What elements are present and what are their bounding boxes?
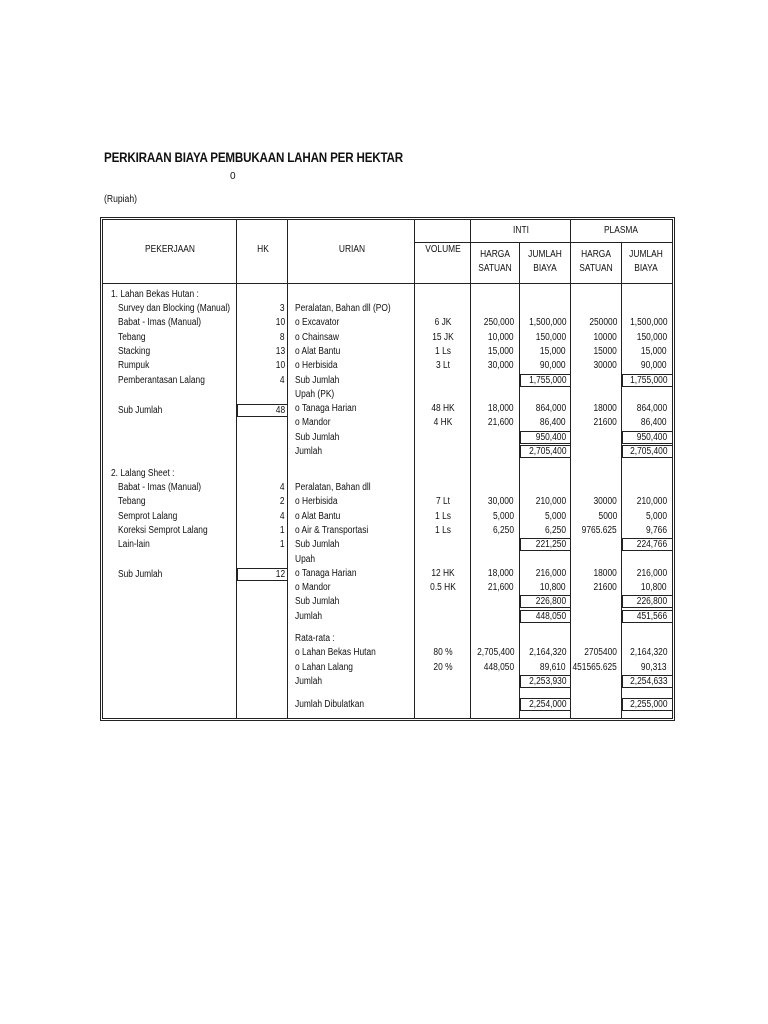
subtotal-box-inti — [520, 431, 571, 444]
task-hk: 4 — [280, 510, 285, 522]
row-plasma-jumlah: 226,800 — [636, 596, 667, 608]
col-divider-hk — [236, 220, 237, 718]
row-plasma-harga: 18000 — [593, 567, 617, 579]
row-volume: 6 JK — [434, 317, 452, 329]
row-plasma-jumlah: 10,800 — [641, 582, 667, 594]
row-plasma-harga: 15000 — [593, 345, 617, 357]
average-plasma-harga: 451565.625 — [572, 661, 617, 673]
average-box-inti — [520, 675, 571, 688]
task-hk: 8 — [280, 331, 285, 343]
row-plasma-harga: 250000 — [588, 317, 617, 329]
title-zero-value: 0 — [230, 171, 236, 182]
row-urian: o Mandor — [295, 417, 331, 429]
row-plasma-harga: 18000 — [593, 403, 617, 415]
row-inti-jumlah: 10,800 — [540, 582, 566, 594]
row-inti-harga: 30,000 — [488, 360, 514, 372]
row-volume: 1 Ls — [435, 510, 451, 522]
row-volume: 12 HK — [431, 567, 455, 579]
task-name: Semprot Lalang — [118, 510, 178, 522]
row-urian: Sub Jumlah — [295, 539, 340, 551]
task-name: Pemberantasan Lalang — [118, 374, 205, 386]
average-inti-jumlah: 2,164,320 — [528, 647, 566, 659]
row-plasma-harga: 30000 — [593, 360, 617, 372]
task-name: Babat - Imas (Manual) — [118, 317, 202, 329]
currency-unit-label: (Rupiah) — [104, 194, 137, 205]
row-plasma-jumlah: 2,705,400 — [629, 446, 667, 457]
average-plasma-harga: 2705400 — [584, 647, 617, 659]
task-name: Babat - Imas (Manual) — [118, 482, 202, 493]
row-plasma-jumlah: 15,000 — [641, 345, 667, 357]
subtotal-box-inti — [520, 538, 571, 551]
task-hk: 3 — [280, 303, 285, 314]
header-plasma-satuan: SATUAN — [579, 263, 613, 274]
row-inti-jumlah: 15,000 — [540, 345, 566, 357]
header-plasma-biaya: BIAYA — [634, 263, 658, 274]
header-hk: HK — [257, 244, 269, 255]
task-name: Rumpuk — [118, 360, 150, 372]
task-hk: 1 — [280, 539, 285, 551]
row-volume: 4 HK — [433, 417, 453, 429]
rounded-inti-jumlah: 2,254,000 — [528, 699, 566, 710]
header-inti-jumlah: JUMLAH — [528, 249, 562, 260]
header-inti: INTI — [513, 225, 529, 236]
section1-heading: 1. Lahan Bekas Hutan : — [111, 289, 199, 300]
row-urian: Jumlah — [295, 446, 323, 457]
task-hk: 2 — [280, 496, 285, 508]
header-plasma: PLASMA — [603, 225, 639, 236]
average-urian: Jumlah — [295, 675, 323, 687]
row-urian: Upah — [295, 553, 316, 565]
row-inti-jumlah: 90,000 — [540, 360, 566, 372]
row-inti-harga: 30,000 — [488, 496, 514, 508]
subtotal-box-plasma — [622, 595, 673, 608]
row-inti-jumlah: 448,050 — [535, 610, 566, 622]
row-plasma-jumlah: 224,766 — [636, 539, 667, 551]
row-inti-jumlah: 5,000 — [544, 510, 566, 522]
row-inti-jumlah: 950,400 — [535, 431, 566, 443]
average-plasma-jumlah: 90,313 — [641, 661, 667, 673]
row-plasma-jumlah: 451,566 — [636, 610, 667, 622]
subtotal-box-plasma — [622, 431, 673, 444]
row-urian: o Mandor — [295, 582, 331, 594]
row-inti-jumlah: 2,705,400 — [528, 446, 566, 457]
task-name: Survey dan Blocking (Manual) — [118, 303, 231, 314]
task-hk: 4 — [280, 374, 285, 386]
subtotal-box-plasma — [622, 445, 673, 458]
row-plasma-jumlah: 1,500,000 — [629, 317, 667, 329]
col-divider-plasma — [570, 220, 571, 718]
row-plasma-jumlah: 864,000 — [636, 403, 667, 415]
row-urian: o Air & Transportasi — [295, 524, 369, 536]
row-inti-harga: 15,000 — [488, 345, 514, 357]
header-plasma-harga: HARGA — [581, 249, 611, 260]
col-divider-urian — [287, 220, 288, 718]
row-inti-jumlah: 86,400 — [540, 417, 566, 429]
row-urian: Jumlah — [295, 610, 323, 622]
row-urian: o Excavator — [295, 317, 340, 329]
task-hk: 4 — [280, 482, 285, 493]
header-inti-harga: HARGA — [480, 249, 510, 260]
col-divider-inti-jumlah — [519, 243, 520, 718]
row-urian: Sub Jumlah — [295, 374, 340, 386]
row-inti-jumlah: 6,250 — [544, 524, 566, 536]
row-urian: Peralatan, Bahan dll (PO) — [295, 303, 391, 314]
row-urian: Sub Jumlah — [295, 431, 340, 443]
subtotal-box-plasma — [622, 538, 673, 551]
average-inti-jumlah: 2,253,930 — [528, 675, 566, 687]
row-urian: o Tanaga Harian — [295, 403, 357, 415]
row-urian: o Tanaga Harian — [295, 567, 357, 579]
row-inti-harga: 18,000 — [488, 567, 514, 579]
row-inti-harga: 21,600 — [488, 417, 514, 429]
subtotal-box-inti — [520, 610, 571, 623]
row-inti-jumlah: 1,755,000 — [528, 374, 566, 386]
subtotal-box-inti — [520, 445, 571, 458]
header-pekerjaan: PEKERJAAN — [145, 244, 195, 255]
row-inti-harga: 10,000 — [488, 331, 514, 343]
average-plasma-jumlah: 2,254,633 — [629, 675, 667, 687]
header-inti-biaya: BIAYA — [533, 263, 557, 274]
row-plasma-harga: 5000 — [598, 510, 617, 522]
section1-subtotal-hk: 48 — [275, 405, 285, 416]
row-urian: o Herbisida — [295, 496, 338, 508]
header-group-divider — [415, 242, 672, 243]
task-name: Tebang — [118, 496, 146, 508]
row-plasma-harga: 21600 — [593, 582, 617, 594]
header-inti-satuan: SATUAN — [478, 263, 512, 274]
row-inti-harga: 18,000 — [488, 403, 514, 415]
row-plasma-jumlah: 86,400 — [641, 417, 667, 429]
average-plasma-jumlah: 2,164,320 — [629, 647, 667, 659]
row-inti-jumlah: 864,000 — [535, 403, 566, 415]
row-volume: 3 Lt — [435, 360, 451, 372]
task-hk: 13 — [275, 345, 285, 357]
header-volume: VOLUME — [425, 244, 461, 255]
average-urian: o Lahan Bekas Hutan — [295, 647, 376, 659]
section2-heading: 2. Lalang Sheet : — [111, 468, 175, 479]
col-divider-plasma-jumlah — [621, 243, 622, 718]
row-inti-harga: 6,250 — [492, 524, 514, 536]
row-plasma-jumlah: 90,000 — [641, 360, 667, 372]
task-hk: 1 — [280, 524, 285, 536]
row-urian: Sub Jumlah — [295, 596, 340, 608]
row-plasma-jumlah: 210,000 — [636, 496, 667, 508]
task-name: Lain-lain — [118, 539, 150, 551]
header-plasma-jumlah: JUMLAH — [629, 249, 663, 260]
row-inti-harga: 250,000 — [483, 317, 514, 329]
header-urian: URIAN — [338, 244, 366, 255]
cost-table — [102, 219, 673, 719]
average-urian: Rata-rata : — [295, 633, 335, 644]
task-hk: 10 — [275, 360, 285, 372]
average-inti-harga: 2,705,400 — [476, 647, 514, 659]
row-plasma-harga: 10000 — [593, 331, 617, 343]
row-volume: 1 Ls — [435, 345, 451, 357]
col-divider-inti — [470, 220, 471, 718]
subtotal-box-plasma — [622, 374, 673, 387]
row-inti-harga: 21,600 — [488, 582, 514, 594]
row-inti-jumlah: 216,000 — [535, 567, 566, 579]
row-volume: 0.5 HK — [430, 582, 456, 594]
subtotal-box-plasma — [622, 610, 673, 623]
row-inti-jumlah: 210,000 — [535, 496, 566, 508]
row-inti-jumlah: 1,500,000 — [528, 317, 566, 329]
row-plasma-jumlah: 216,000 — [636, 567, 667, 579]
row-volume: 15 JK — [432, 331, 454, 343]
row-inti-harga: 5,000 — [492, 510, 514, 522]
row-urian: o Chainsaw — [295, 331, 339, 343]
subtotal-box-inti — [520, 595, 571, 608]
row-inti-jumlah: 226,800 — [535, 596, 566, 608]
average-box-plasma — [622, 675, 673, 688]
task-name: Koreksi Semprot Lalang — [118, 524, 208, 536]
row-plasma-jumlah: 950,400 — [636, 431, 667, 443]
section2-subtotal-hk: 12 — [275, 569, 285, 580]
page-title: PERKIRAAN BIAYA PEMBUKAAN LAHAN PER HEKTAR — [104, 150, 403, 165]
col-divider-volume — [414, 220, 415, 718]
row-plasma-jumlah: 5,000 — [645, 510, 667, 522]
header-bottom-line — [103, 283, 672, 284]
row-plasma-harga: 30000 — [593, 496, 617, 508]
rounded-label: Jumlah Dibulatkan — [295, 699, 365, 710]
section1-subtotal-label: Sub Jumlah — [118, 405, 163, 416]
rounded-plasma-jumlah: 2,255,000 — [629, 699, 667, 710]
subtotal-box-inti — [520, 374, 571, 387]
row-inti-jumlah: 221,250 — [535, 539, 566, 551]
row-plasma-jumlah: 150,000 — [636, 331, 667, 343]
row-volume: 48 HK — [431, 403, 455, 415]
task-hk: 10 — [275, 317, 285, 329]
section2-subtotal-label: Sub Jumlah — [118, 569, 163, 580]
average-volume: 80 % — [433, 647, 453, 659]
row-plasma-harga: 21600 — [593, 417, 617, 429]
row-plasma-jumlah: 9,766 — [645, 524, 667, 536]
row-plasma-harga: 9765.625 — [581, 524, 617, 536]
row-urian: o Alat Bantu — [295, 345, 341, 357]
row-inti-jumlah: 150,000 — [535, 331, 566, 343]
row-urian: o Alat Bantu — [295, 510, 341, 522]
row-urian: Upah (PK) — [295, 388, 335, 400]
row-urian: o Herbisida — [295, 360, 338, 372]
row-volume: 1 Ls — [435, 524, 451, 536]
average-volume: 20 % — [433, 661, 453, 673]
row-plasma-jumlah: 1,755,000 — [629, 374, 667, 386]
row-urian: Peralatan, Bahan dll — [295, 482, 371, 493]
task-name: Stacking — [118, 345, 151, 357]
average-inti-jumlah: 89,610 — [540, 661, 566, 673]
row-volume: 7 Lt — [435, 496, 451, 508]
task-name: Tebang — [118, 331, 146, 343]
average-urian: o Lahan Lalang — [295, 661, 353, 673]
average-inti-harga: 448,050 — [483, 661, 514, 673]
